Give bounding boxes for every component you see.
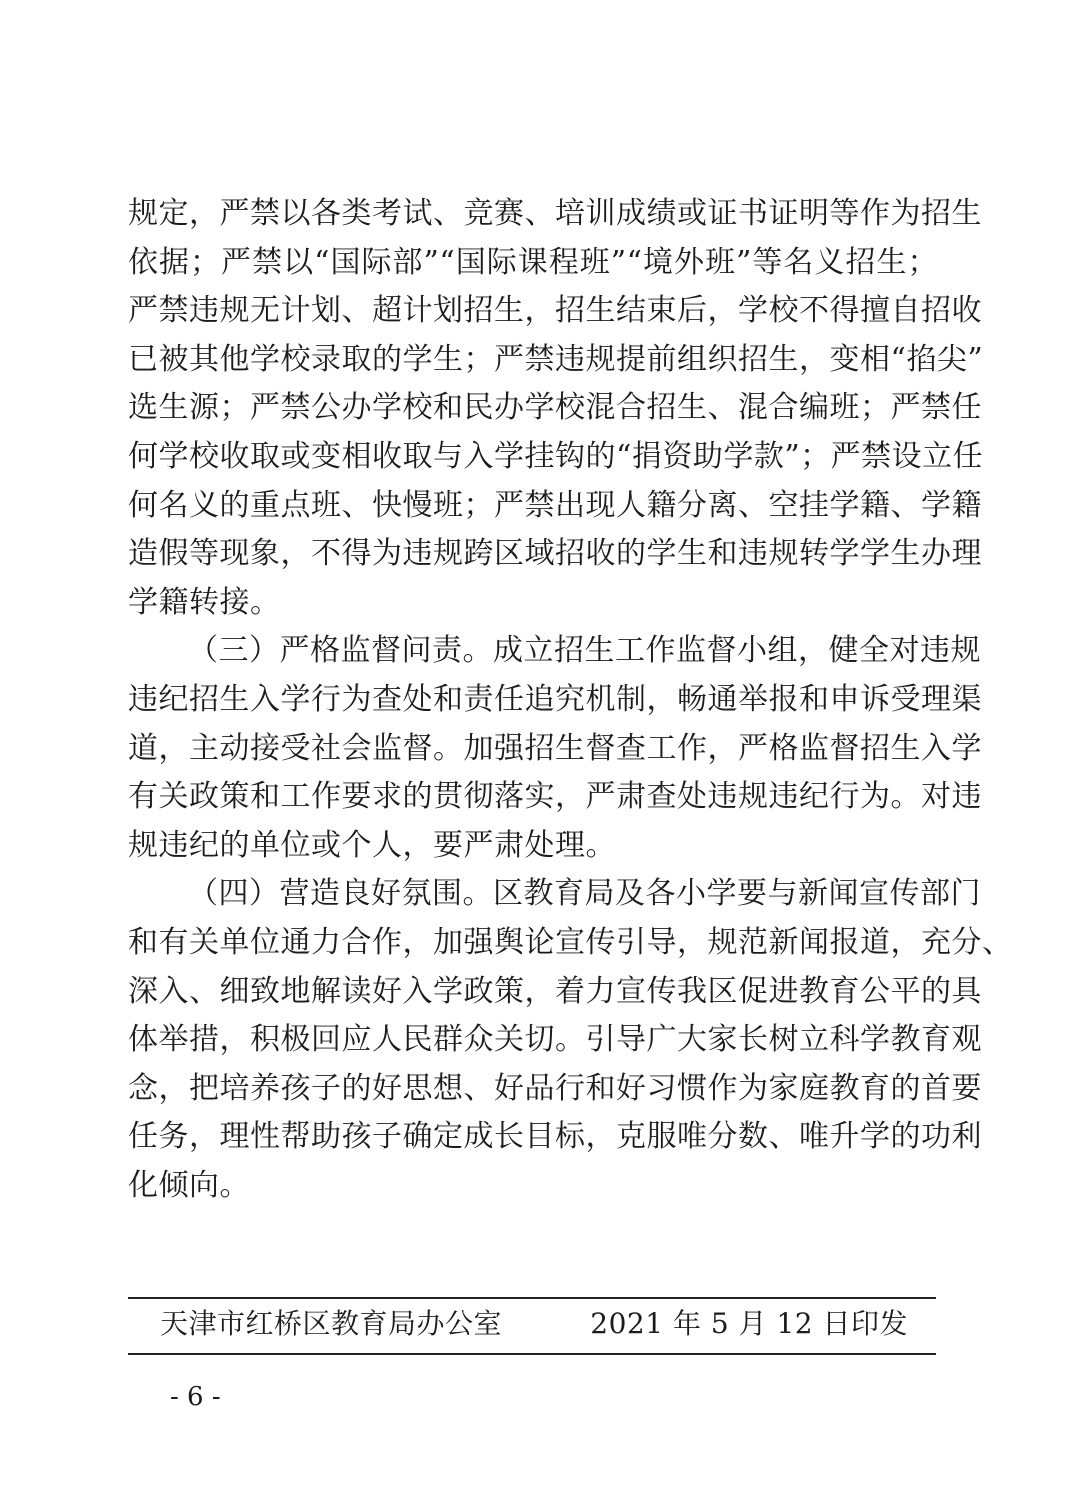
text-line-20: 任务，理性帮助孩子确定成长目标，克服唯分数、唯升学的功利: [128, 1119, 982, 1155]
text-line-4: 已被其他学校录取的学生；严禁违规提前组织招生，变相“掐尖”: [128, 341, 984, 377]
text-line-5: 选生源；严禁公办学校和民办学校混合招生、混合编班；严禁任: [128, 390, 982, 426]
text-line-1: 规定，严禁以各类考试、竞赛、培训成绩或证书证明等作为招生: [128, 196, 982, 231]
text-line-21: 化倾向。: [128, 1167, 250, 1203]
text-line-12: 道，主动接受社会监督。加强招生督查工作，严格监督招生入学: [128, 730, 982, 766]
text-line-6: 何学校收取或变相收取与入学挂钩的“捐资助学款”；严禁设立任: [128, 438, 984, 474]
footer-issue-date: 2021 年 5 月 12 日印发: [590, 1307, 908, 1340]
body-text: [128, 190, 1013, 1210]
text-line-9: 学籍转接。: [128, 584, 281, 620]
footer-top-rule: [128, 1297, 936, 1299]
text-line-11: 违纪招生入学行为查处和责任追究机制，畅通举报和申诉受理渠: [128, 681, 982, 717]
text-line-13: 有关政策和工作要求的贯彻落实，严肃查处违规违纪行为。对违: [128, 779, 982, 815]
page-number: - 6 -: [170, 1382, 221, 1412]
footer-issuer: 天津市红桥区教育局办公室: [160, 1307, 503, 1340]
paragraph-3-heading-line: （三）严格监督问责。成立招生工作监督小组，健全对违规: [188, 633, 981, 669]
text-line-16: 和有关单位通力合作，加强舆论宣传引导，规范新闻报道，充分、: [128, 924, 1013, 960]
text-line-3: 严禁违规无计划、超计划招生，招生结束后，学校不得擅自招收: [128, 293, 982, 329]
text-line-17: 深入、细致地解读好入学政策，着力宣传我区促进教育公平的具: [128, 973, 982, 1009]
paragraph-4-heading-line: （四）营造良好氛围。区教育局及各小学要与新闻宣传部门: [188, 876, 981, 912]
text-line-18: 体举措，积极回应人民群众关切。引导广大家长树立科学教育观: [128, 1022, 982, 1058]
text-line-7: 何名义的重点班、快慢班；严禁出现人籍分离、空挂学籍、学籍: [128, 487, 982, 523]
text-line-8: 造假等现象，不得为违规跨区域招收的学生和违规转学学生办理: [128, 536, 982, 572]
text-line-2: 依据；严禁以“国际部”“国际课程班”“境外班”等名义招生；: [128, 244, 938, 280]
footer-bottom-rule: [128, 1353, 936, 1355]
text-line-14: 规违纪的单位或个人，要严肃处理。: [128, 827, 616, 863]
text-line-19: 念，把培养孩子的好思想、好品行和好习惯作为家庭教育的首要: [128, 1070, 982, 1106]
